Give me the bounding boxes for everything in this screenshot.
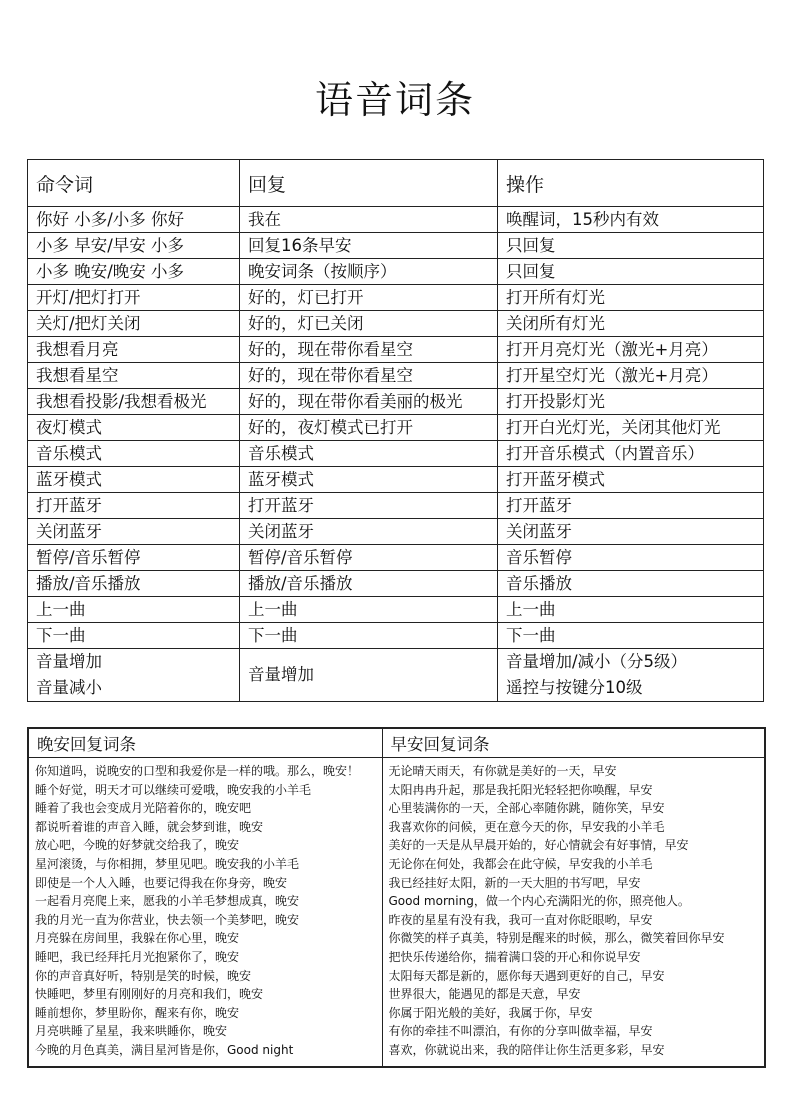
operation-cell: 打开月亮灯光（激光+月亮） (498, 337, 764, 363)
command-cell: 音乐模式 (28, 441, 240, 467)
command-cell: 打开蓝牙 (28, 493, 240, 519)
table-row (28, 311, 764, 337)
header-night-replies: 晚安回复词条 (28, 728, 382, 758)
operation-cell: 只回复 (498, 233, 764, 259)
operation-cell: 打开蓝牙 (498, 493, 764, 519)
command-cell: 播放/音乐播放 (28, 571, 240, 597)
command-cell: 下一曲 (28, 623, 240, 649)
operation-line: 遥控与按键分10级 (506, 678, 643, 697)
command-cell: 夜灯模式 (28, 415, 240, 441)
operation-cell: 打开蓝牙模式 (498, 467, 764, 493)
command-cell: 关闭蓝牙 (28, 519, 240, 545)
table-row (28, 363, 764, 389)
page-title: 语音词条 (314, 78, 475, 122)
morning-reply-item: 有你的牵挂不叫漂泊，有你的分享叫做幸福，早安 (388, 1024, 653, 1039)
command-cell: 我想看投影/我想看极光 (28, 389, 240, 415)
operation-cell: 音乐暂停 (498, 545, 764, 571)
operation-cell: 打开星空灯光（激光+月亮） (498, 363, 764, 389)
reply-cell: 晚安词条（按顺序） (240, 259, 498, 285)
reply-cell: 上一曲 (240, 597, 498, 623)
morning-reply-item: 把快乐传递给你，揣着满口袋的开心和你说早安 (388, 949, 641, 964)
morning-reply-item: Good morning，做一个内心充满阳光的你，照亮他人。 (388, 894, 690, 909)
operation-cell: 下一曲 (498, 623, 764, 649)
command-table-header (28, 160, 764, 207)
command-cell: 蓝牙模式 (28, 467, 240, 493)
morning-reply-item: 世界很大，能遇见的都是天意，早安 (388, 987, 581, 1002)
operation-cell: 打开所有灯光 (498, 285, 764, 311)
header-reply: 回复 (240, 160, 498, 207)
operation-cell: 关闭蓝牙 (498, 519, 764, 545)
table-row (28, 285, 764, 311)
header-command: 命令词 (28, 160, 240, 207)
operation-cell: 音乐播放 (498, 571, 764, 597)
operation-cell: 打开音乐模式（内置音乐） (498, 441, 764, 467)
reply-cell: 下一曲 (240, 623, 498, 649)
morning-reply-item: 无论晴天雨天，有你就是美好的一天，早安 (388, 764, 617, 778)
table-row (28, 467, 764, 493)
operation-cell: 关闭所有灯光 (498, 311, 764, 337)
night-reply-item: 月亮哄睡了星星，我来哄睡你，晚安 (35, 1024, 228, 1039)
night-reply-item: 星河滚烫，与你相拥，梦里见吧。晚安我的小羊毛 (35, 856, 300, 871)
morning-reply-item: 喜欢，你就说出来，我的陪伴让你生活更多彩，早安 (388, 1042, 665, 1057)
reply-cell: 好的，灯已关闭 (240, 311, 498, 337)
night-reply-item: 快睡吧，梦里有刚刚好的月亮和我们，晚安 (35, 987, 264, 1002)
reply-cell: 好的，现在带你看星空 (240, 363, 498, 389)
morning-reply-item: 我已经挂好太阳，新的一天大胆的书写吧，早安 (388, 875, 641, 890)
operation-cell: 打开投影灯光 (498, 389, 764, 415)
morning-reply-item: 太阳冉冉升起，那是我托阳光轻轻把你唤醒，早安 (388, 782, 653, 797)
night-reply-item: 睡个好觉，明天才可以继续可爱哦，晚安我的小羊毛 (35, 782, 312, 797)
morning-reply-item: 太阳每天都是新的，愿你每天遇到更好的自己，早安 (388, 968, 665, 983)
morning-reply-item: 无论你在何处，我都会在此守候，早安我的小羊毛 (388, 856, 653, 871)
reply-table-header (28, 728, 765, 758)
morning-reply-item: 你微笑的样子真美，特别是醒来的时候，那么，微笑着回你早安 (388, 931, 725, 946)
command-cell: 小多 晚安/晚安 小多 (28, 259, 240, 285)
reply-cell: 播放/音乐播放 (240, 571, 498, 597)
command-cell: 关灯/把灯关闭 (28, 311, 240, 337)
reply-cell: 好的，现在带你看美丽的极光 (240, 389, 498, 415)
command-cell: 音量减小 (28, 675, 240, 702)
night-reply-item: 我的月光一直为你营业，快去领一个美梦吧，晚安 (35, 912, 300, 927)
morning-reply-item: 美好的一天是从早晨开始的，好心情就会有好事情，早安 (388, 838, 689, 853)
operation-cell: 上一曲 (498, 597, 764, 623)
reply-cell: 音乐模式 (240, 441, 498, 467)
command-cell: 小多 早安/早安 小多 (28, 233, 240, 259)
table-row (28, 571, 764, 597)
morning-reply-item: 心里装满你的一天，全部心率随你跳，随你笑，早安 (388, 801, 665, 816)
operation-cell: 打开白光灯光，关闭其他灯光 (498, 415, 764, 441)
night-reply-item: 即使是一个人入睡，也要记得我在你身旁，晚安 (35, 875, 288, 890)
night-reply-item: 睡着了我也会变成月光陪着你的，晚安吧 (35, 801, 252, 816)
night-reply-item: 今晚的月色真美，满目星河皆是你，Good night (35, 1042, 294, 1057)
reply-table (27, 727, 766, 1068)
reply-cell: 好的，现在带你看星空 (240, 337, 498, 363)
header-morning-replies: 早安回复词条 (382, 728, 765, 758)
table-row (28, 415, 764, 441)
reply-cell: 打开蓝牙 (240, 493, 498, 519)
reply-cell: 蓝牙模式 (240, 467, 498, 493)
table-row (28, 493, 764, 519)
night-reply-item: 都说听着谁的声音入睡，就会梦到谁，晚安 (35, 819, 264, 834)
command-cell: 我想看月亮 (28, 337, 240, 363)
operation-cell (498, 649, 764, 702)
reply-cell: 暂停/音乐暂停 (240, 545, 498, 571)
reply-cell: 好的，灯已打开 (240, 285, 498, 311)
command-cell: 上一曲 (28, 597, 240, 623)
night-reply-item: 你的声音真好听，特别是笑的时候，晚安 (35, 968, 252, 983)
command-cell: 你好 小多/小多 你好 (28, 207, 240, 233)
command-cell: 我想看星空 (28, 363, 240, 389)
table-row (28, 233, 764, 259)
command-cell: 暂停/音乐暂停 (28, 545, 240, 571)
command-cell: 开灯/把灯打开 (28, 285, 240, 311)
table-row-volume (28, 649, 764, 676)
night-reply-item: 一起看月亮爬上来，愿我的小羊毛梦想成真，晚安 (35, 894, 300, 909)
operation-cell: 唤醒词，15秒内有效 (498, 207, 764, 233)
reply-cell: 回复16条早安 (240, 233, 498, 259)
night-reply-item: 你知道吗，说晚安的口型和我爱你是一样的哦。那么，晚安！ (35, 764, 360, 778)
table-row (28, 207, 764, 233)
command-table (27, 159, 764, 702)
table-row (28, 389, 764, 415)
morning-reply-item: 昨夜的星星有没有我，我可一直对你眨眼哟，早安 (388, 912, 653, 927)
morning-reply-item: 我喜欢你的问候，更在意今天的你，早安我的小羊毛 (388, 819, 665, 834)
night-reply-item: 月亮躲在房间里，我躲在你心里，晚安 (35, 931, 240, 946)
night-reply-list (28, 758, 382, 1067)
reply-cell: 关闭蓝牙 (240, 519, 498, 545)
table-row (28, 259, 764, 285)
night-reply-item: 放心吧，今晚的好梦就交给我了，晚安 (35, 838, 240, 853)
reply-cell: 好的，夜灯模式已打开 (240, 415, 498, 441)
table-row (28, 623, 764, 649)
command-cell: 音量增加 (28, 649, 240, 676)
reply-cell: 音量增加 (240, 649, 498, 702)
operation-line: 音量增加/减小（分5级） (506, 652, 688, 671)
table-row (28, 545, 764, 571)
table-row (28, 597, 764, 623)
operation-cell: 只回复 (498, 259, 764, 285)
table-row (28, 519, 764, 545)
morning-reply-item: 你属于阳光般的美好，我属于你，早安 (388, 1005, 593, 1020)
night-reply-item: 睡吧，我已经拜托月光抱紧你了，晚安 (35, 949, 240, 964)
night-reply-item: 睡前想你，梦里盼你，醒来有你，晚安 (35, 1005, 240, 1020)
morning-reply-list (382, 758, 765, 1067)
header-operation: 操作 (498, 160, 764, 207)
reply-cell: 我在 (240, 207, 498, 233)
table-row (28, 441, 764, 467)
table-row (28, 337, 764, 363)
